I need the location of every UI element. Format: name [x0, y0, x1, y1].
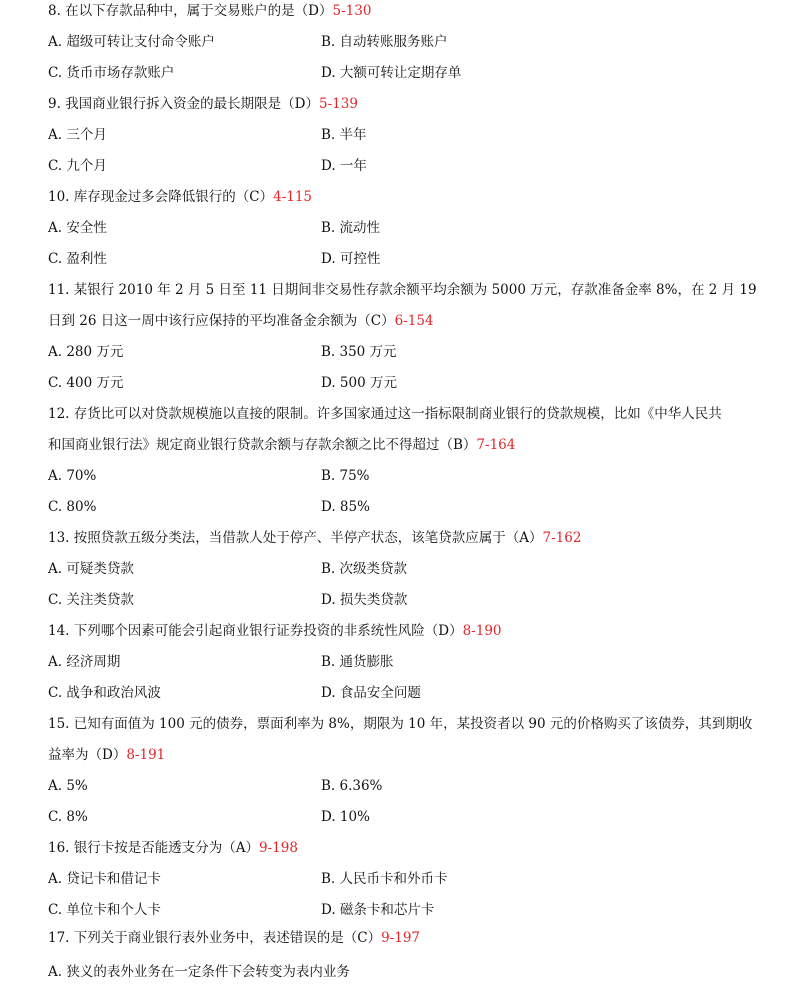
option-c: C. 关注类贷款 — [48, 592, 134, 608]
option-a: A. 280 万元 — [48, 344, 124, 360]
option-d: D. 一年 — [321, 158, 367, 174]
page-reference: 5-139 — [319, 96, 358, 112]
page-reference: 9-197 — [381, 930, 421, 946]
option-d: D. 10% — [321, 809, 370, 825]
option-d: D. 损失类贷款 — [321, 592, 408, 608]
option-b: B. 半年 — [321, 127, 367, 143]
question-15-stem-line-2: 益率为（D）8-191 — [48, 747, 166, 763]
option-c: C. 战争和政治风波 — [48, 685, 161, 701]
option-a: A. 可疑类贷款 — [48, 561, 134, 577]
page-reference: 8-191 — [126, 747, 166, 763]
question-8-stem: 8. 在以下存款品种中，属于交易账户的是（D）5-130 — [48, 3, 372, 19]
option-b: B. 流动性 — [321, 220, 381, 236]
question-14-stem: 14. 下列哪个因素可能会引起商业银行证券投资的非系统性风险（D）8-190 — [48, 623, 502, 639]
question-15-stem-line-1: 15. 已知有面值为 100 元的债券，票面利率为 8%，期限为 10 年，某投资者以 90 元的价格购买了该债券，其到期收 — [48, 716, 753, 732]
page-reference: 9-198 — [259, 840, 298, 856]
option-d: D. 85% — [321, 499, 370, 515]
option-a: A. 三个月 — [48, 127, 107, 143]
option-b: B. 350 万元 — [321, 344, 397, 360]
option-a: A. 贷记卡和借记卡 — [48, 871, 161, 887]
option-d: D. 食品安全问题 — [321, 685, 421, 701]
option-a: A. 安全性 — [48, 220, 107, 236]
question-17-stem: 17. 下列关于商业银行表外业务中，表述错误的是（C）9-197 — [48, 930, 421, 946]
question-16-stem: 16. 银行卡按是否能透支分为（A）9-198 — [48, 840, 298, 856]
option-c: C. 货币市场存款账户 — [48, 65, 175, 81]
option-c: C. 8% — [48, 809, 88, 825]
option-a: A. 超级可转让支付命令账户 — [48, 34, 215, 50]
question-12-stem-line-1: 12. 存货比可以对贷款规模施以直接的限制。许多国家通过这一指标限制商业银行的贷款规模，比如《中华人民共 — [48, 406, 722, 422]
option-b: B. 75% — [321, 468, 370, 484]
page-reference: 7-162 — [542, 530, 582, 546]
question-11-stem-line-2: 日到 26 日这一周中该行应保持的平均准备金余额为（C）6-154 — [48, 313, 434, 329]
option-c: C. 单位卡和个人卡 — [48, 902, 161, 918]
option-a: A. 70% — [48, 468, 97, 484]
question-13-stem: 13. 按照贷款五级分类法，当借款人处于停产、半停产状态，该笔贷款应属于（A）7-162 — [48, 530, 582, 546]
option-b: B. 人民币卡和外币卡 — [321, 871, 448, 887]
option-c: C. 400 万元 — [48, 375, 124, 391]
option-a: A. 5% — [48, 778, 88, 794]
option-d: D. 磁条卡和芯片卡 — [321, 902, 435, 918]
option-b: B. 次级类贷款 — [321, 561, 408, 577]
option-b: B. 通货膨胀 — [321, 654, 394, 670]
option-b: B. 6.36% — [321, 778, 383, 794]
page-reference: 8-190 — [462, 623, 502, 639]
question-11-stem-line-1: 11. 某银行 2010 年 2 月 5 日至 11 日期间非交易性存款余额平均余额为 5000 万元，存款准备金率 8%，在 2 月 19 — [48, 282, 757, 298]
option-d: D. 可控性 — [321, 251, 381, 267]
option-c: C. 80% — [48, 499, 97, 515]
option-a: A. 狭义的表外业务在一定条件下会转变为表内业务 — [48, 964, 350, 980]
question-9-stem: 9. 我国商业银行拆入资金的最长期限是（D）5-139 — [48, 96, 358, 112]
option-b: B. 自动转账服务账户 — [321, 34, 448, 50]
page-reference: 7-164 — [476, 437, 516, 453]
page-reference: 6-154 — [394, 313, 434, 329]
option-c: C. 九个月 — [48, 158, 107, 174]
question-10-stem: 10. 库存现金过多会降低银行的（C）4-115 — [48, 189, 313, 205]
page-reference: 4-115 — [273, 189, 313, 205]
option-d: D. 500 万元 — [321, 375, 397, 391]
option-c: C. 盈利性 — [48, 251, 107, 267]
option-a: A. 经济周期 — [48, 654, 121, 670]
question-12-stem-line-2: 和国商业银行法》规定商业银行贷款余额与存款余额之比不得超过（B）7-164 — [48, 437, 516, 453]
option-d: D. 大额可转让定期存单 — [321, 65, 462, 81]
page-reference: 5-130 — [332, 3, 372, 19]
